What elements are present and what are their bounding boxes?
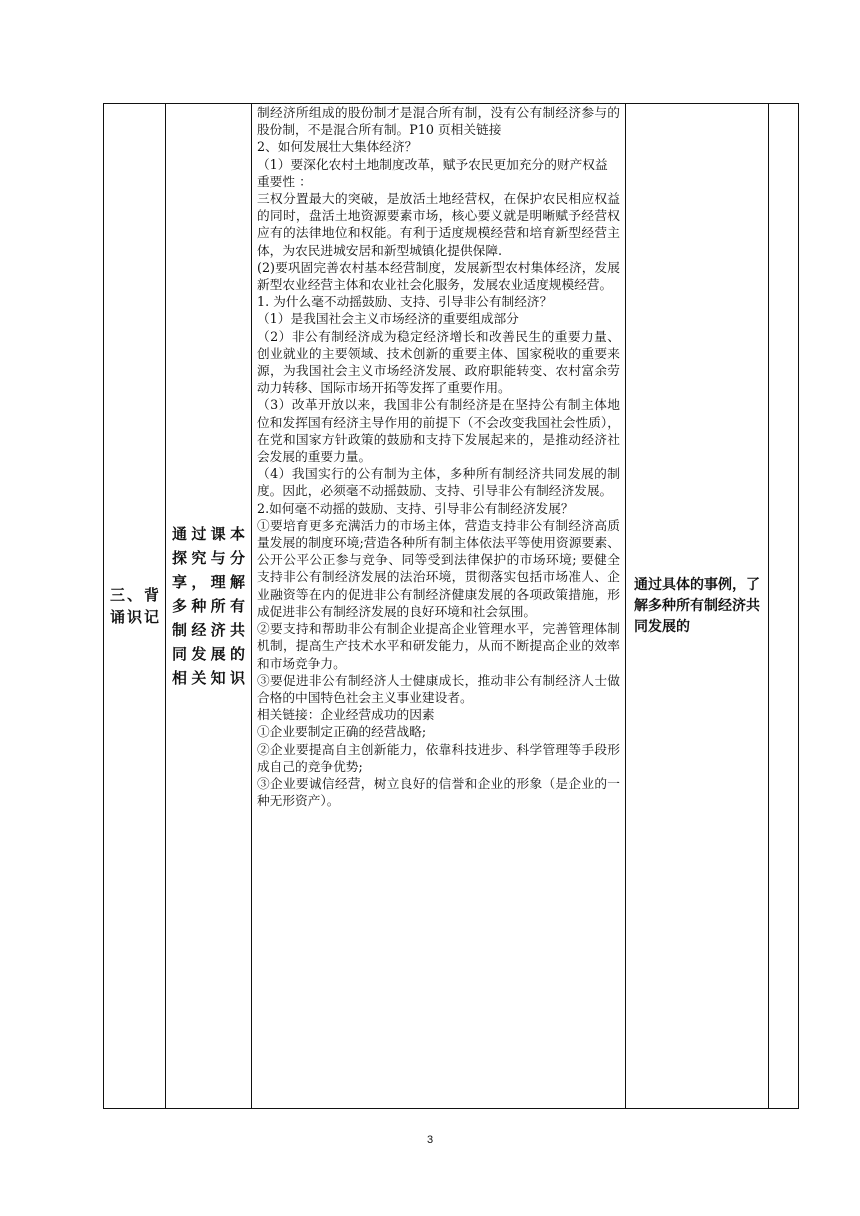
content-cell — [252, 104, 626, 1109]
content-paragraph: （4）我国实行的公有制为主体，多种所有制经济共同发展的制度。因此，必须毫不动摇鼓励、支持、引导非公有制经济发展。 — [257, 466, 620, 499]
content-paragraph: 三权分置最大的突破，是放活土地经营权，在保护农民相应权益的同时，盘活土地资源要素市场，核心要义就是明晰赋予经营权应有的法律地位和权能。有利于适度规模经营和培育新型经营主体，为农民进城安居和新型城镇化提供保障. — [257, 191, 620, 258]
content-paragraph: ①企业要制定正确的经营战略; — [257, 724, 427, 740]
empty-cell — [769, 104, 799, 1109]
content-paragraph: 相关链接：企业经营成功的因素 — [257, 707, 435, 723]
content-paragraph: ③企业要诚信经营，树立良好的信誉和企业的形象（是企业的一种无形资产）。 — [257, 775, 620, 809]
content-paragraph: ①要培育更多充满活力的市场主体，营造支持非公有制经济高质量发展的制度环境;营造各种所有制主体依法平等使用资源要素、公开公平公正参与竞争、同等受到法律保护的市场环境; 要健全支持非公有制经济发展的法治环境，贯彻落实包括市场准人、企业融资等在内的促进非公有制经济健康发展的各项政策措施，形成促进非公有制经济发展的良好环境和社会氛围。 — [257, 517, 620, 619]
content-paragraph: 1. 为什么毫不动摇鼓励、支持、引导非公有制经济？ — [257, 294, 553, 310]
learning-objective: 通过课本探究与分享，理解多种所有制经济共同发展的相关知识 — [166, 104, 252, 1109]
content-paragraph: （1）是我国社会主义市场经济的重要组成部分 — [257, 311, 519, 327]
content-paragraph: ②企业要提高自主创新能力，依靠科技进步、科学管理等手段形成自己的竞争优势; — [257, 741, 620, 774]
table-row — [104, 104, 799, 1109]
learning-goal: 通过具体的事例，了解多种所有制经济共同发展的 — [626, 104, 769, 1109]
content-paragraph: 重要性 ： — [257, 173, 312, 189]
page-number: 3 — [426, 1134, 434, 1146]
content-paragraph: (2)要巩固完善农村基本经营制度，发展新型农村集体经济，发展新型农业经营主体和农业社会化服务，发展农业适度规模经营。 — [257, 259, 620, 293]
content-paragraph: 2、如何发展壮大集体经济？ — [257, 139, 418, 155]
lesson-plan-table — [103, 103, 799, 1109]
content-paragraph: （1）要深化农村土地制度改革，赋予农民更加充分的财产权益 — [257, 156, 608, 172]
content-paragraph: （3）改革开放以来，我国非公有制经济是在坚持公有制主体地位和发挥国有经济主导作用的前提下（不会改变我国社会性质），在党和国家方针政策的鼓励和支持下发展起来的，是推动经济社会发展的重要力量。 — [257, 397, 620, 465]
content-paragraph: 制经济所组成的股份制才是混合所有制，没有公有制经济参与的股份制，不是混合所有制。P10 页相关链接 — [257, 105, 620, 138]
content-paragraph: （2）非公有制经济成为稳定经济增长和改善民生的重要力量、创业就业的主要领域、技术创新的重要主体、国家税收的重要来源，为我国社会主义市场经济发展、政府职能转变、农村富余劳动力转移、国际市场开拓等发挥了重要作用。 — [257, 328, 620, 396]
content-paragraph: 2.如何毫不动摇的鼓励、支持、引导非公有制经济发展？ — [257, 500, 574, 516]
content-paragraph: ②要支持和帮助非公有制企业提高企业管理水平，完善管理体制机制，提高生产技术水平和研发能力，从而不断提高企业的效率和市场竞争力。 — [257, 621, 620, 671]
section-label: 三、背诵识记 — [104, 104, 166, 1109]
content-paragraph: ③要促进非公有制经济人士健康成长，推动非公有制经济人士做合格的中国特色社会主义事业建设者。 — [257, 672, 620, 705]
